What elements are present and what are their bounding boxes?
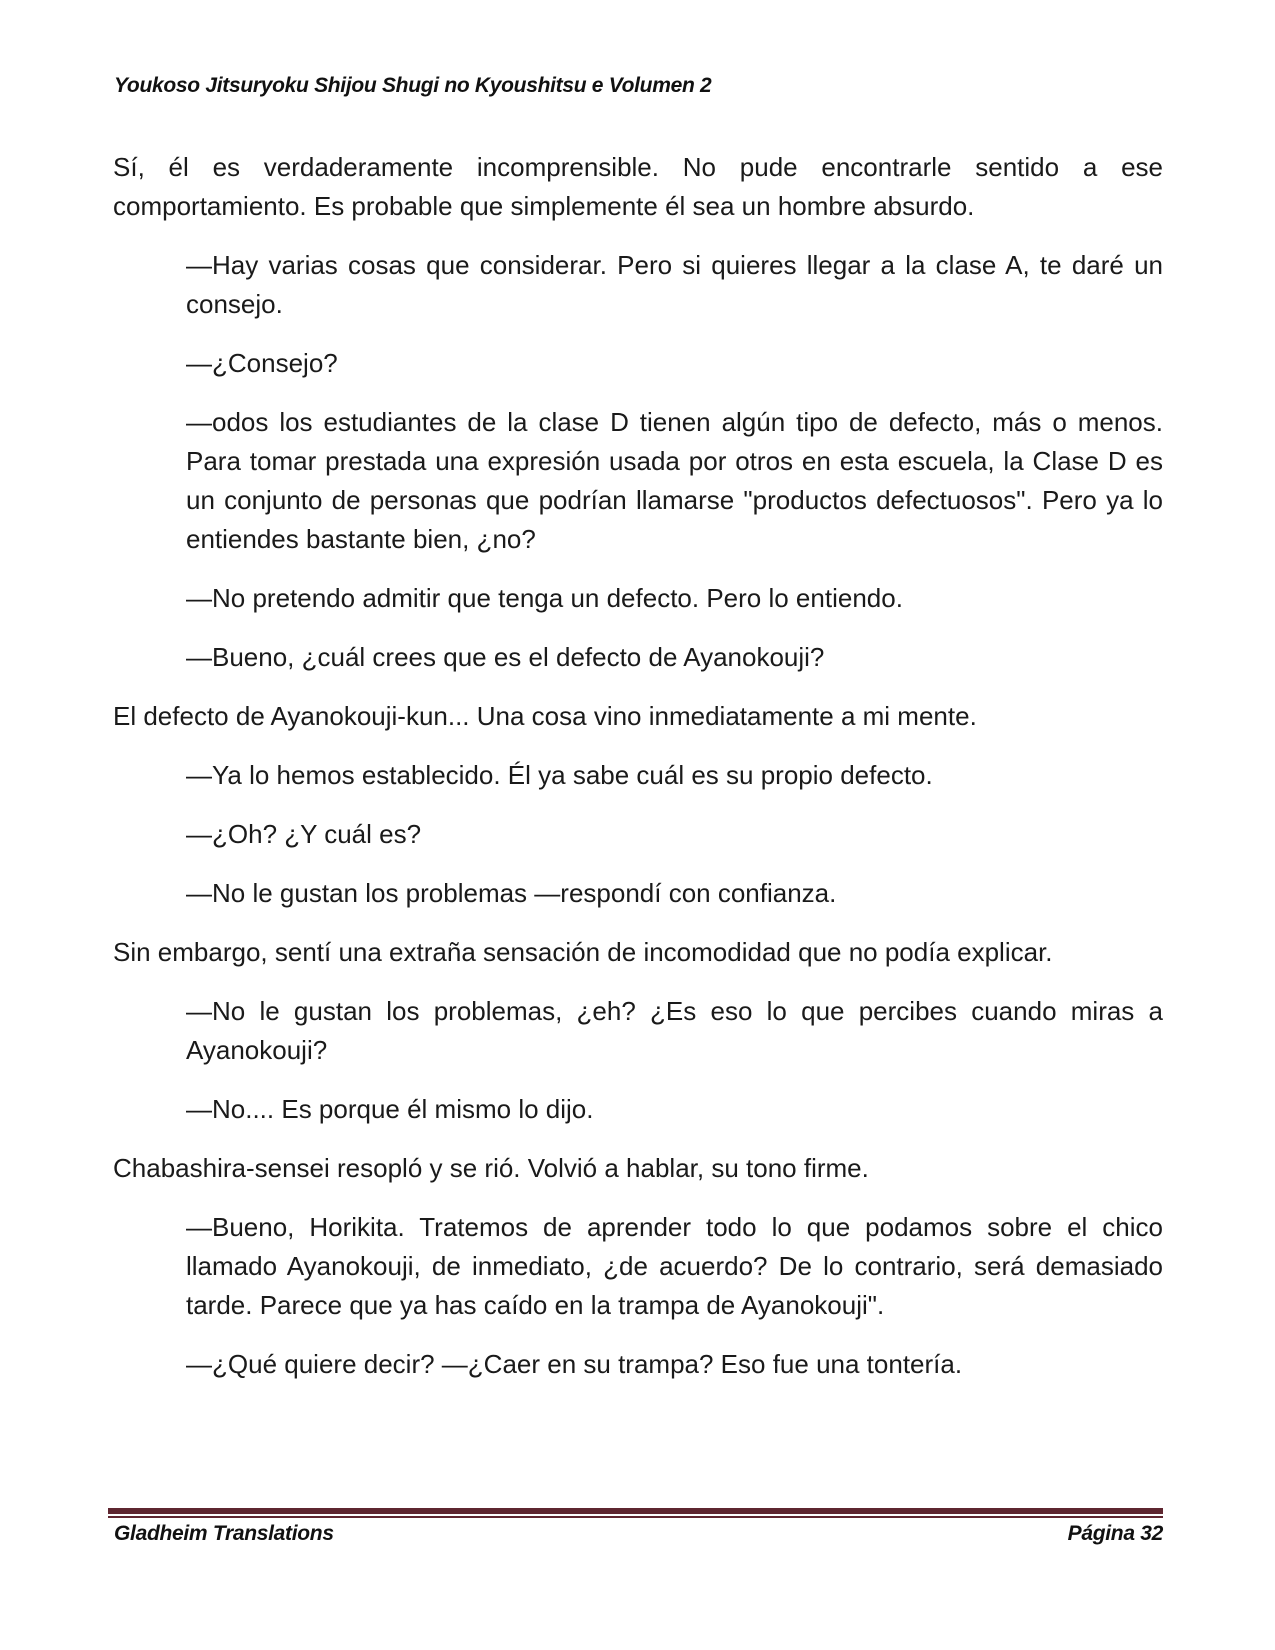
dialogue-paragraph: —Bueno, ¿cuál crees que es el defecto de Ayanokouji? — [186, 642, 825, 672]
dialogue-paragraph: —No le gustan los problemas —respondí con confianza. — [186, 878, 837, 908]
dialogue-paragraph: —Bueno, Horikita. Tratemos de aprender todo lo que podamos sobre el chico llamado Ayanokouji, de inmediato, ¿de acuerdo? De lo contrario, será demasiado tarde. Parece que ya has caído en la trampa de Ayanokouji". — [186, 1212, 1163, 1320]
dialogue-paragraph: —Ya lo hemos establecido. Él ya sabe cuál es su propio defecto. — [186, 760, 933, 790]
paragraph: El defecto de Ayanokouji-kun... Una cosa vino inmediatamente a mi mente. — [113, 701, 977, 731]
page-number: Página 32 — [1067, 1522, 1163, 1545]
running-header: Youkoso Jitsuryoku Shijou Shugi no Kyoushitsu e Volumen 2 — [114, 74, 712, 97]
paragraph: Sin embargo, sentí una extraña sensación de incomodidad que no podía explicar. — [113, 937, 1053, 967]
dialogue-paragraph: —¿Consejo? — [186, 348, 338, 378]
dialogue-paragraph: —odos los estudiantes de la clase D tienen algún tipo de defecto, más o menos. Para tomar prestada una expresión usada por otros en esta escuela, la Clase D es un conjunto de personas que podrían llamarse "productos defectuosos". Pero ya lo entiendes bastante bien, ¿no? — [186, 407, 1163, 554]
page-body — [113, 148, 1163, 1404]
footer-rule-thick — [108, 1508, 1163, 1514]
paragraph: Sí, él es verdaderamente incomprensible. No pude encontrarle sentido a ese comportamiento. Es probable que simplemente él sea un hombre absurdo. — [113, 152, 1163, 221]
footer-credit: Gladheim Translations — [114, 1522, 334, 1545]
dialogue-paragraph: —¿Oh? ¿Y cuál es? — [186, 819, 422, 849]
dialogue-paragraph: —No le gustan los problemas, ¿eh? ¿Es eso lo que percibes cuando miras a Ayanokouji? — [186, 996, 1163, 1065]
paragraph: Chabashira-sensei resopló y se rió. Volvió a hablar, su tono firme. — [113, 1153, 869, 1183]
dialogue-paragraph: —No pretendo admitir que tenga un defecto. Pero lo entiendo. — [186, 583, 903, 613]
footer-rule-thin — [108, 1516, 1163, 1518]
dialogue-paragraph: —No.... Es porque él mismo lo dijo. — [186, 1094, 594, 1124]
dialogue-paragraph: —¿Qué quiere decir? —¿Caer en su trampa? Eso fue una tontería. — [186, 1349, 963, 1379]
dialogue-paragraph: —Hay varias cosas que considerar. Pero si quieres llegar a la clase A, te daré un consejo. — [186, 250, 1163, 319]
